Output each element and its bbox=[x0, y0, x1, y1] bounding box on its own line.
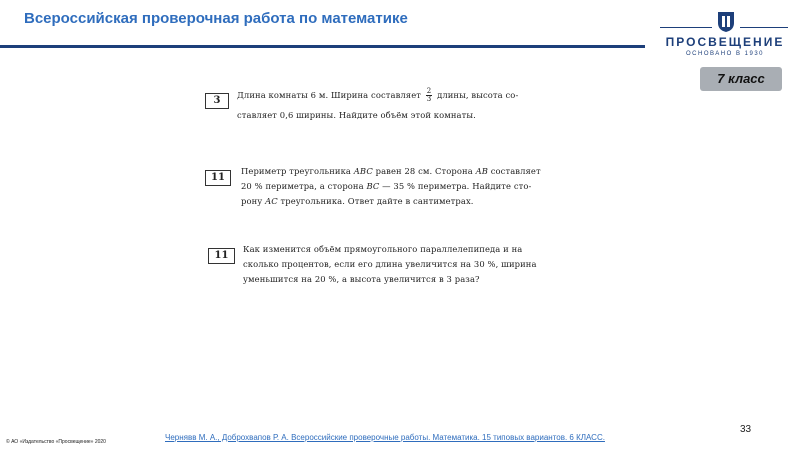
task-line-part: ABC bbox=[353, 166, 373, 176]
task-line bbox=[237, 88, 582, 103]
publisher-logo bbox=[660, 10, 790, 62]
logo-rule-right bbox=[740, 27, 788, 28]
task-card bbox=[205, 163, 580, 209]
task-line-part: Периметр треугольника bbox=[241, 166, 354, 176]
copyright: © АО «Издательство «Просвещение» 2020 bbox=[6, 439, 106, 445]
grade-badge: 7 класс bbox=[700, 67, 782, 91]
task-line-part: рону bbox=[241, 196, 266, 206]
task-line bbox=[241, 194, 581, 209]
task-card bbox=[205, 88, 580, 128]
task-card bbox=[208, 241, 583, 287]
task-text bbox=[243, 242, 583, 287]
page-title: Всероссийская проверочная работа по математике bbox=[24, 10, 408, 27]
task-line: сколько процентов, если его длина увеличится на 30 %, ширина bbox=[243, 259, 537, 269]
fraction-denominator: 3 bbox=[426, 95, 432, 103]
task-line: Как изменится объём прямоугольного параллелепипеда и на bbox=[243, 244, 523, 254]
task-number: 11 bbox=[205, 170, 231, 186]
task-line-part: BC bbox=[366, 181, 380, 191]
fraction-numerator: 2 bbox=[426, 87, 432, 95]
task-number: 11 bbox=[208, 248, 235, 264]
task-line bbox=[241, 179, 581, 194]
task-text bbox=[241, 164, 581, 209]
task-line-part: треугольника. Ответ дайте в сантиметрах. bbox=[277, 196, 474, 206]
task-line: ставляет 0,6 ширины. Найдите объём этой комнаты. bbox=[237, 110, 476, 120]
task-line-part: — 35 % периметра. Найдите сто- bbox=[379, 181, 532, 191]
task-text bbox=[237, 88, 582, 123]
page-number: 33 bbox=[740, 424, 752, 435]
task-line-part: 20 % периметра, а сторона bbox=[241, 181, 367, 191]
title-underline bbox=[0, 45, 645, 48]
logo-founded: ОСНОВАНО В 1930 bbox=[686, 51, 764, 57]
fraction bbox=[426, 88, 433, 103]
task-line-part: Длина комнаты 6 м. Ширина составляет bbox=[237, 90, 421, 100]
logo-name: ПРОСВЕЩЕНИЕ bbox=[665, 35, 785, 49]
task-line: уменьшится на 20 %, а высота увеличится в 3 раза? bbox=[243, 274, 480, 284]
task-line bbox=[241, 164, 581, 179]
task-line-part: равен 28 см. Сторона bbox=[372, 166, 476, 176]
task-line-part: AB bbox=[475, 166, 488, 176]
shield-emblem-icon bbox=[717, 11, 735, 33]
task-line-part: составляет bbox=[487, 166, 541, 176]
logo-rule-left bbox=[660, 27, 712, 28]
source-link[interactable]: Чернявв М. А., Доброхвапов Р. А. Всероссийские проверочные работы. Математика. 15 типовых вариантов. 6 КЛАСС. bbox=[165, 433, 605, 442]
task-line-part: длины, высота со- bbox=[437, 90, 519, 100]
task-number: 3 bbox=[205, 93, 229, 109]
task-line-part: AC bbox=[265, 196, 278, 206]
